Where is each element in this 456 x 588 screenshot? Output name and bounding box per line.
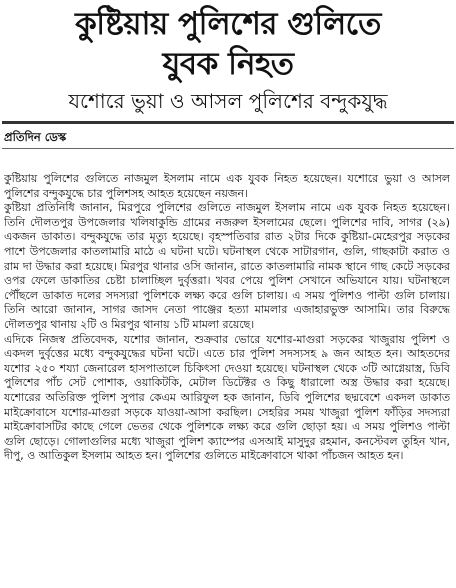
headline-line-2: যুবক নিহত xyxy=(162,46,294,82)
article-paragraph-2: কুষ্টিয়া প্রতিনিধি জানান, মিরপুরে পুলিশের গুলিতে নাজমুল ইসলাম নামে এক যুবক নিহত হয়েছেন। তিনি দৌলতপুর উপজেলার খলিষাকুন্ডি গ্রামের নজরুল ইসলামের ছেলে। পুলিশের দাবি, সাগর (২৯) একজন ডাকাত। বন্দুকযুদ্ধে তার মৃত্যু হয়েছে। বৃহস্পতিবার রাত ২টার দিকে কুষ্টিয়া-মেহেরপুর সড়কের পাশে উপজেলার কাতলামারি মাঠে এ ঘটনা ঘটে। ঘটনাস্থল থেকে সাটারগান, গুলি, গাছকাটা করাত ও রাম দা উদ্ধার করা হয়েছে। মিরপুর থানার ওসি জানান, রাতে কাতলামারি নামক স্থানে গাছ কেটে সড়কের ওপর ফেলে ডাকাতির চেষ্টা চালাচ্ছিল দুর্বৃত্তরা। খবর পেয়ে পুলিশ সেখানে অভিযানে যায়। ঘটনাস্থলে পৌঁছলে ডাকাত দলের সদস্যরা পুলিশকে লক্ষ্য করে গুলি চালায়। এ সময় পুলিশও পাল্টা গুলি চালায়। তিনি আরো জানান, সাগর জাসদ নেতা পাঞ্জের হত্যা মামলার এজাহারভুক্ত আসামি। তার বিরুদ্ধে দৌলতপুর থানায় ২টি ও মিরপুর থানায় ১টি মামলা রয়েছে। xyxy=(4,201,450,331)
byline: প্রতিদিন ডেস্ক xyxy=(4,130,67,144)
article-paragraph-3: এদিকে নিজস্ব প্রতিবেদক, যশোর জানান, শুক্রবার ভোরে যশোর-মাগুরা সড়কের খাজুরায় পুলিশ ও একদল দুর্বৃত্তের মধ্যে বন্দুকযুদ্ধের ঘটনা ঘটে। এতে চার পুলিশ সদস্যসহ ৯ জন আহত হন। আহতদের যশোর ২৫০ শয্যা জেনারেল হাসপাতালে চিকিৎসা দেওয়া হয়েছে। ঘটনাস্থল থেকে ৩টি আগ্নেয়াস্ত্র, ডিবি পুলিশের পাঁচ সেট পোশাক, ওয়াকিটকি, মেটাল ডিটেক্টর ও কিছু ধারালো অস্ত্র উদ্ধার করা হয়েছে। যশোরের অতিরিক্ত পুলিশ সুপার কেএম আরিফুল হক জানান, ডিবি পুলিশের ছদ্মবেশে একদল ডাকাত মাইক্রোবাসে যশোর-মাগুরা সড়কে যাওয়া-আসা করছিল। সেহরির সময় খাজুরা পুলিশ ফাঁড়ির সদস্যরা মাইক্রোবাসটির কাছে গেলে ভেতর থেকে পুলিশকে লক্ষ্য করে গুলি ছোড়া হয়। এ সময় পুলিশও পাল্টা গুলি ছোড়ে। গোলাগুলির মধ্যে খাজুরা পুলিশ ক্যাম্পের এসআই মাসুদুর রহমান, কনস্টেবল তুহিন খান, দীপু, ও আতিকুল ইসলাম আহত হন। পুলিশের গুলিতে মাইক্রোবাসে থাকা পাঁচজন আহত হন। xyxy=(4,332,450,463)
headline xyxy=(8,4,448,84)
byline-divider xyxy=(2,148,454,149)
headline-line-1: কুষ্টিয়ায় পুলিশের গুলিতে xyxy=(75,6,381,42)
headline-divider xyxy=(2,121,454,124)
article-body xyxy=(4,172,450,586)
subheadline: যশোরে ভুয়া ও আসল পুলিশের বন্দুকযুদ্ধ xyxy=(68,89,388,113)
article-paragraph-1: কুষ্টিয়ায় পুলিশের গুলিতে নাজমুল ইসলাম নামে এক যুবক নিহত হয়েছেন। যশোরে ভুয়া ও আসল পুলিশের বন্দুকযুদ্ধে চার পুলিশসহ আহত হয়েছেন নয়জন। xyxy=(4,172,450,200)
